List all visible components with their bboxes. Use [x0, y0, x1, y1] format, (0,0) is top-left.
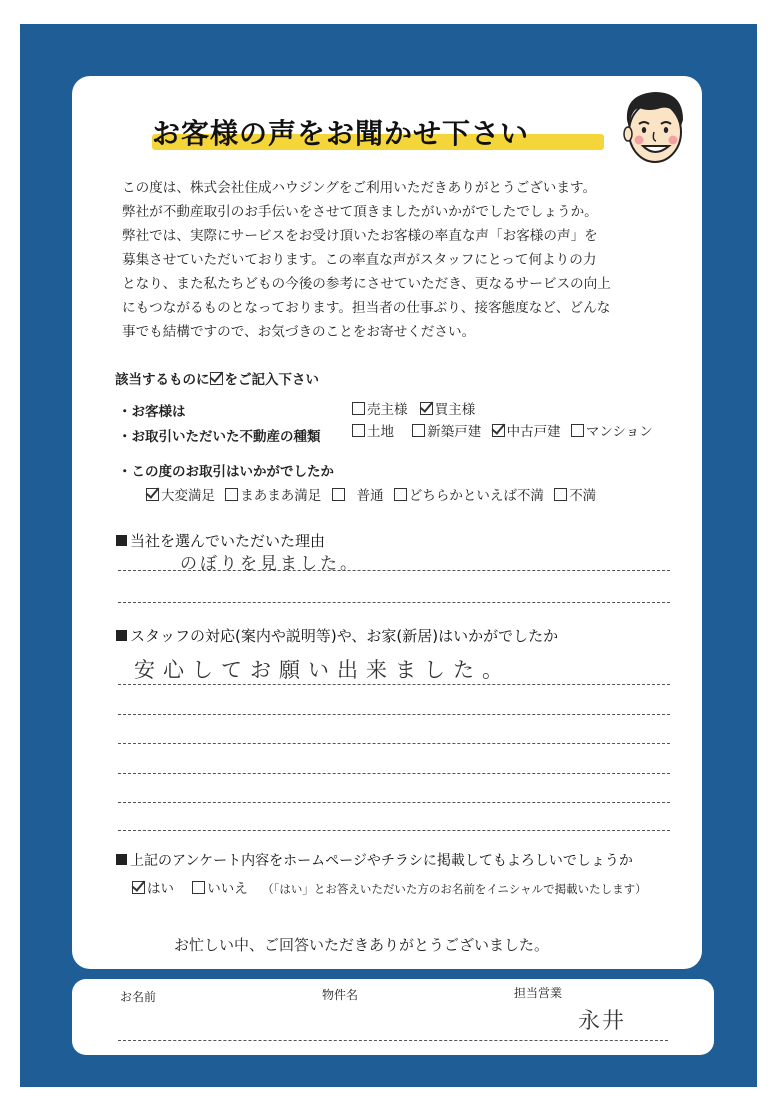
- q-customer-label: ・お客様は: [118, 404, 186, 420]
- answer-line: [118, 773, 670, 774]
- page-title: お客様の声をお聞かせ下さい: [152, 117, 530, 150]
- intro-line: 募集させていただいております。この率直な声がスタッフにとって何よりの力: [122, 252, 597, 268]
- smiling-man-illustration-icon: [617, 86, 693, 168]
- q-satisfaction-label: ・この度のお取引はいかがでしたか: [118, 464, 334, 480]
- checkbox[interactable]: [225, 488, 238, 501]
- checkbox-checked[interactable]: [132, 881, 145, 894]
- option-buyer[interactable]: 買主様: [420, 402, 476, 418]
- intro-line: この度は、株式会社住成ハウジングをご利用いただきありがとうございます。: [122, 180, 597, 196]
- answer-line: [118, 570, 670, 571]
- checkbox[interactable]: [352, 402, 365, 415]
- title-block: [152, 112, 529, 152]
- publish-note: （「はい」とお答えいただいた方のお名前をイニシャルで掲載いたします）: [262, 882, 647, 896]
- checkbox[interactable]: [412, 424, 425, 437]
- q-property-label: ・お取引いただいた不動産の種類: [118, 429, 321, 445]
- answer-line: [118, 602, 670, 603]
- option-dissatisfied[interactable]: 不満: [554, 488, 596, 504]
- answer-line: [118, 743, 670, 744]
- checkbox-checked[interactable]: [492, 424, 505, 437]
- sales-label: 担当営業: [514, 986, 563, 1000]
- checkbox[interactable]: [554, 488, 567, 501]
- checkbox[interactable]: [192, 881, 205, 894]
- intro-line: 弊社が不動産取引のお手伝いをさせて頂きましたがいかがでしたでしょうか。: [122, 204, 598, 220]
- option-very-satisfied[interactable]: 大変満足: [146, 488, 215, 504]
- intro-line: 弊社では、実際にサービスをお受け頂いたお客様の率直な声「お客様の声」を: [122, 228, 598, 244]
- intro-line: となり、また私たちどもの今後の参考にさせていただき、更なるサービスの向上: [122, 276, 611, 292]
- option-fairly-satisfied[interactable]: まあまあ満足: [225, 488, 321, 504]
- option-no[interactable]: いいえ: [192, 881, 248, 897]
- option-condo[interactable]: マンション: [571, 424, 653, 440]
- thanks-message: お忙しい中、ご回答いただきありがとうございました。: [174, 936, 550, 954]
- option-neutral[interactable]: 普通: [332, 488, 384, 504]
- intro-text: [122, 176, 682, 344]
- footer-line: [118, 1040, 668, 1041]
- square-bullet-icon: [116, 630, 127, 641]
- publish-options: [132, 877, 647, 897]
- name-label: お名前: [120, 990, 157, 1004]
- checkmark-box-icon: [210, 372, 223, 385]
- answer-line: [118, 802, 670, 803]
- publish-heading: 上記のアンケート内容をホームページやチラシに掲載してもよろしいでしょうか: [116, 850, 633, 870]
- checkbox-checked[interactable]: [146, 488, 159, 501]
- checkbox-checked[interactable]: [420, 402, 433, 415]
- option-yes[interactable]: はい: [132, 881, 174, 897]
- square-bullet-icon: [116, 854, 127, 865]
- option-seller[interactable]: 売主様: [352, 402, 408, 418]
- checkbox[interactable]: [394, 488, 407, 501]
- answer-line: [118, 714, 670, 715]
- q-customer-options: [352, 398, 475, 418]
- intro-line: 事でも結構ですので、お気づきのことをお寄せください。: [122, 324, 476, 340]
- intro-line: にもつながるものとなっております。担当者の仕事ぶり、接客態度など、どんな: [122, 300, 611, 316]
- option-new-house[interactable]: 新築戸建: [412, 424, 481, 440]
- reason-heading: 当社を選んでいただいた理由: [116, 530, 325, 551]
- option-somewhat-dissatisfied[interactable]: どちらかといえば不満: [394, 488, 544, 504]
- property-label: 物件名: [322, 988, 359, 1002]
- checkbox[interactable]: [332, 488, 345, 501]
- option-land[interactable]: 土地: [352, 424, 394, 440]
- staff-heading: スタッフの対応(案内や説明等)や、お家(新居)はいかがでしたか: [116, 625, 558, 646]
- checkbox[interactable]: [571, 424, 584, 437]
- option-used-house[interactable]: 中古戸建: [492, 424, 561, 440]
- instruction-before: 該当するものに: [115, 372, 210, 388]
- square-bullet-icon: [116, 535, 127, 546]
- sales-signature: 永井: [578, 1009, 627, 1034]
- answer-line: [118, 684, 670, 685]
- checkbox[interactable]: [352, 424, 365, 437]
- staff-answer[interactable]: 安心してお願い出来ました。: [134, 658, 511, 682]
- reason-answer[interactable]: のぼりを見ました。: [180, 554, 360, 574]
- instruction: [115, 368, 319, 388]
- q-satisfaction-options: [146, 484, 596, 504]
- instruction-after: をご記入下さい: [224, 372, 319, 388]
- q-property-options: [352, 420, 653, 440]
- answer-line: [118, 830, 670, 831]
